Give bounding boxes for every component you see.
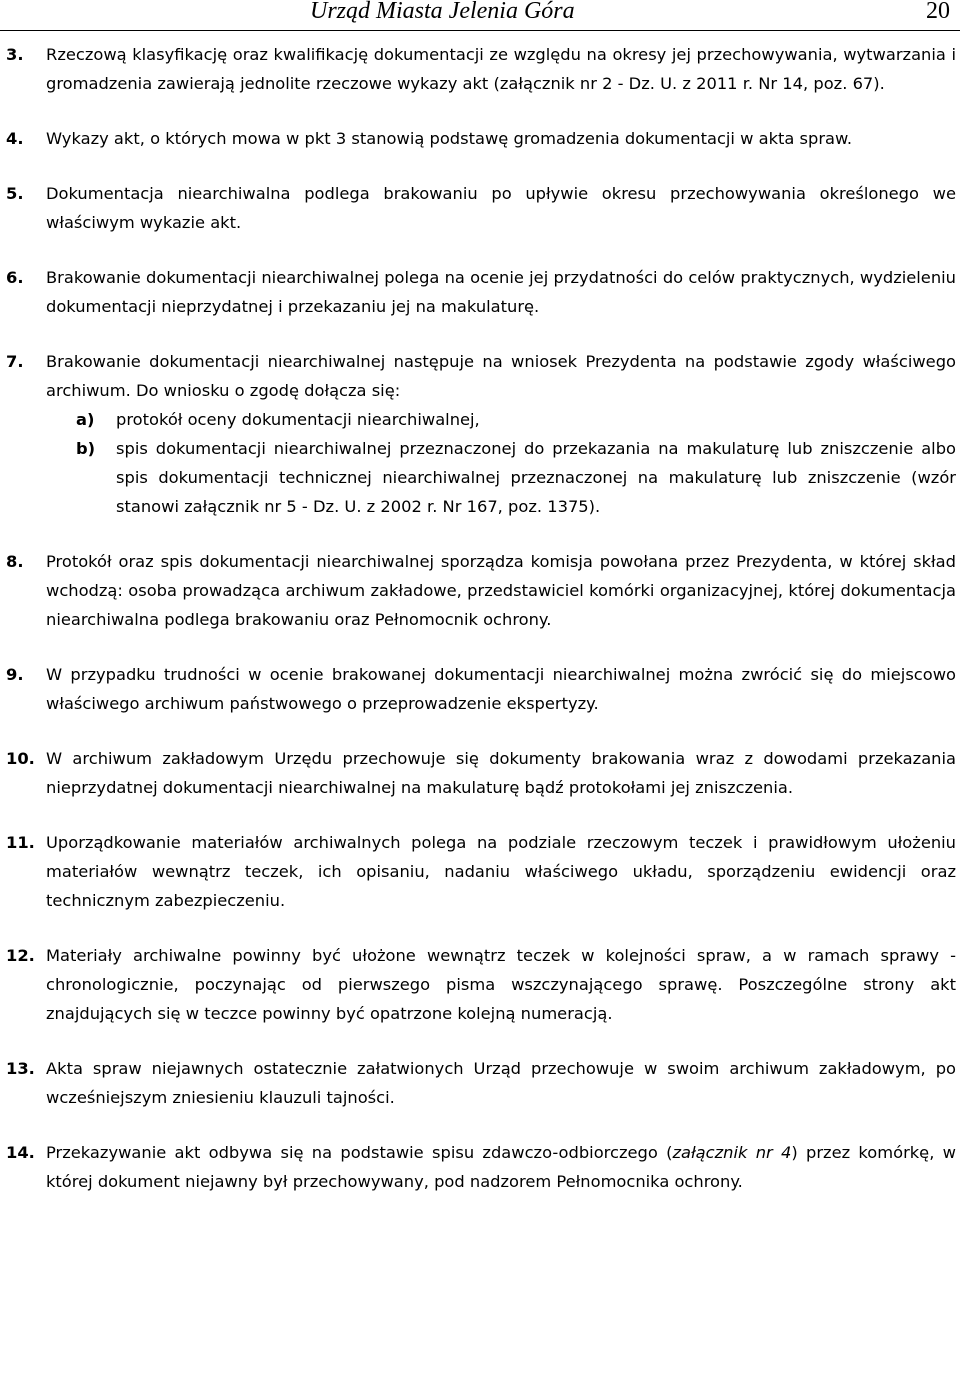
item-text: W przypadku trudności w ocenie brakowanej dokumentacji niearchiwalnej można zwrócić się do miejscowo właściwego archiwum państwowego o przeprowadzenie ekspertyzy. — [46, 665, 956, 713]
list-item-12 — [6, 941, 956, 1028]
list-item-8 — [6, 547, 956, 634]
list-item-7 — [6, 347, 956, 405]
item-text-before: Przekazywanie akt odbywa się na podstawie spisu zdawczo-odbiorczego ( — [46, 1143, 673, 1162]
item-text: Brakowanie dokumentacji niearchiwalnej następuje na wniosek Prezydenta na podstawie zgody właściwego archiwum. Do wniosku o zgodę dołącza się: — [46, 352, 956, 400]
item-text: Uporządkowanie materiałów archiwalnych polega na podziale rzeczowym teczek i prawidłowym ułożeniu materiałów wewnątrz teczek, ich opisaniu, nadaniu właściwego układu, sporządzeniu ewidencji oraz technicznym zabezpieczeniu. — [46, 833, 956, 910]
item-number: 12. — [6, 946, 35, 965]
item-text: Brakowanie dokumentacji niearchiwalnej polega na ocenie jej przydatności do celów praktycznych, wydzieleniu dokumentacji nieprzydatnej i przekazaniu jej na makulaturę. — [46, 268, 956, 316]
subitem-label: a) — [76, 410, 95, 429]
item-text: Wykazy akt, o których mowa w pkt 3 stanowią podstawę gromadzenia dokumentacji w akta spraw. — [46, 129, 853, 148]
item-text-italic: załącznik nr 4 — [672, 1143, 792, 1162]
list-item-5 — [6, 179, 956, 237]
item-text: Akta spraw niejawnych ostatecznie załatwionych Urząd przechowuje w swoim archiwum zakładowym, po wcześniejszym zniesieniu klauzuli tajności. — [46, 1059, 956, 1107]
item-text: W archiwum zakładowym Urzędu przechowuje się dokumenty brakowania wraz z dowodami przekazania nieprzydatnej dokumentacji niearchiwalnej na makulaturę bądź protokołami jej zniszczenia. — [46, 749, 956, 797]
item-text — [46, 1138, 956, 1196]
subitem-label: b) — [76, 439, 96, 458]
item-number: 9. — [6, 665, 24, 684]
item-number: 4. — [6, 129, 24, 148]
subitem-a — [6, 405, 956, 434]
item-text-after: ) przez komórkę, w której dokument niejawny był przechowywany, pod nadzorem Pełnomocnika ochrony. — [46, 1143, 956, 1191]
item-number: 14. — [6, 1143, 35, 1162]
item-number: 5. — [6, 184, 24, 203]
list-item-4 — [6, 124, 956, 153]
item-text: Materiały archiwalne powinny być ułożone wewnątrz teczek w kolejności spraw, a w ramach sprawy - chronologicznie, poczynając od pierwszego pisma wszczynającego sprawę. Poszczególne strony akt znajdujących się w teczce powinny być opatrzone kolejną numeracją. — [46, 946, 956, 1023]
list-item-11 — [6, 828, 956, 915]
item-text: Protokół oraz spis dokumentacji niearchiwalnej sporządza komisja powołana przez Prezydenta, w której skład wchodzą: osoba prowadząca archiwum zakładowe, przedstawiciel komórki organizacyjnej, której dokumentacja niearchiwalna podlega brakowaniu oraz Pełnomocnik ochrony. — [46, 552, 956, 629]
header-title: Urząd Miasta Jelenia Góra — [310, 0, 575, 24]
item-number: 7. — [6, 352, 24, 371]
document-body — [6, 40, 956, 1196]
item-text: Rzeczową klasyfikację oraz kwalifikację dokumentacji ze względu na okresy jej przechowywania, wytwarzania i gromadzenia zawierają jednolite rzeczowe wykazy akt (załącznik nr 2 - Dz. U. z 2011 r. Nr 14, poz. 67). — [46, 45, 956, 93]
subitem-text: spis dokumentacji niearchiwalnej przeznaczonej do przekazania na makulaturę lub zniszczenie albo spis dokumentacji technicznej niearchiwalnej przeznaczonej na makulaturę lub zniszczenie (wzór stanowi załącznik nr 5 - Dz. U. z 2002 r. Nr 167, poz. 1375). — [116, 439, 956, 516]
item-number: 3. — [6, 45, 24, 64]
item-text: Dokumentacja niearchiwalna podlega brakowaniu po upływie okresu przechowywania określonego we właściwym wykazie akt. — [46, 184, 956, 232]
list-item-13 — [6, 1054, 956, 1112]
item-number: 13. — [6, 1059, 35, 1078]
item-number: 11. — [6, 833, 35, 852]
list-item-14 — [6, 1138, 956, 1196]
subitem-text: protokół oceny dokumentacji niearchiwalnej, — [116, 410, 480, 429]
list-item-3 — [6, 40, 956, 98]
list-item-10 — [6, 744, 956, 802]
list-item-9 — [6, 660, 956, 718]
subitem-b — [6, 434, 956, 521]
item-number: 10. — [6, 749, 35, 768]
item-number: 8. — [6, 552, 24, 571]
page-number: 20 — [926, 0, 950, 24]
page-header — [0, 0, 960, 31]
list-item-6 — [6, 263, 956, 321]
item-number: 6. — [6, 268, 24, 287]
